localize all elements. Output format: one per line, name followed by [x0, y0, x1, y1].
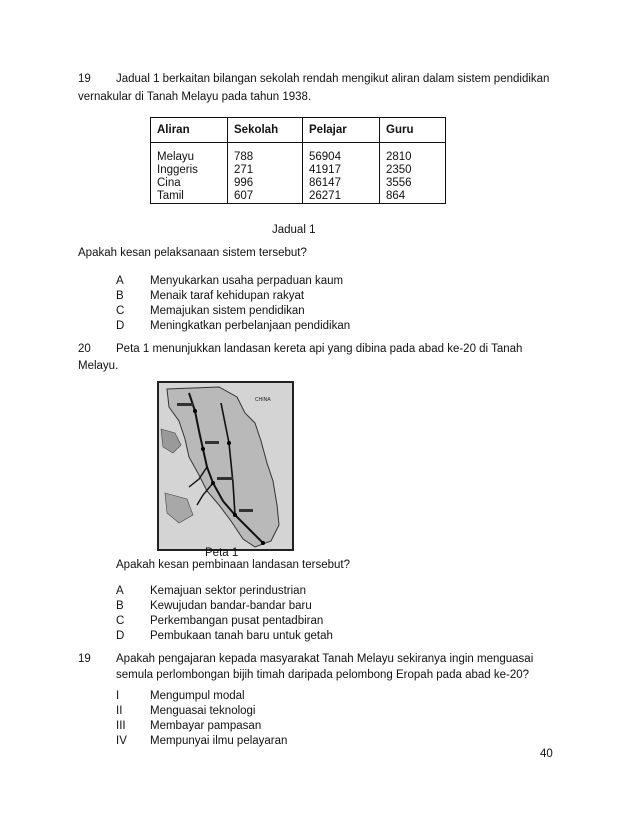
q20-line2: Melayu.	[78, 360, 119, 372]
option-text: Meningkatkan perbelanjaan pendidikan	[150, 320, 351, 332]
option-letter: D	[116, 630, 125, 642]
option-text: Menyukarkan usaha perpaduan kaum	[150, 275, 344, 287]
option	[116, 289, 350, 304]
option-letter: D	[116, 320, 125, 332]
option	[116, 599, 333, 614]
option-letter: A	[116, 275, 124, 287]
table-cell: 864	[380, 190, 446, 204]
page-number: 40	[540, 748, 553, 760]
peta-1-map	[157, 381, 294, 551]
option-text: Menguasai teknologi	[150, 705, 256, 717]
q19a-number: 19	[78, 73, 91, 85]
table-header-row	[151, 118, 446, 143]
option	[116, 304, 350, 319]
option-text: Menaik taraf kehidupan rakyat	[150, 290, 305, 302]
table-cell: Cina	[151, 177, 228, 190]
table-cell: Melayu	[151, 143, 228, 165]
option	[116, 319, 350, 334]
q19a-line1	[78, 70, 549, 88]
option-text: Pembukaan tanah baru untuk getah	[150, 630, 333, 642]
table-cell: 86147	[303, 177, 380, 190]
table-header: Sekolah	[228, 118, 303, 143]
table-row	[151, 143, 446, 165]
q19a-question: Apakah kesan pelaksanaan sistem tersebut?	[78, 247, 307, 259]
map-label: CHINA	[255, 397, 271, 403]
q20-text-1: Peta 1 menunjukkan landasan kereta api yang dibina pada abad ke-20 di Tanah	[116, 343, 523, 355]
option-text: Mempunyai ilmu pelayaran	[150, 735, 288, 747]
option	[116, 274, 350, 289]
table-cell: 56904	[303, 143, 380, 165]
table-caption: Jadual 1	[272, 224, 316, 236]
table-header: Aliran	[151, 118, 228, 143]
option-letter: B	[116, 600, 124, 612]
q19a-line2: vernakular di Tanah Melayu pada tahun 1938.	[78, 91, 312, 103]
option	[116, 734, 287, 749]
table-header: Guru	[380, 118, 446, 143]
q20-options	[116, 584, 333, 644]
map-caption: Peta 1	[205, 547, 239, 559]
table-cell: 41917	[303, 164, 380, 177]
option-text: Perkembangan pusat pentadbiran	[150, 615, 324, 627]
option	[116, 704, 287, 719]
q19a-text-1: Jadual 1 berkaitan bilangan sekolah rendah mengikut aliran dalam sistem pendidikan	[116, 73, 550, 85]
q20-line1	[78, 340, 522, 358]
option-letter: A	[116, 585, 124, 597]
option	[116, 719, 287, 734]
option	[116, 614, 333, 629]
option-letter: C	[116, 305, 125, 317]
option-letter: II	[116, 705, 123, 717]
table-row	[151, 177, 446, 190]
option	[116, 689, 287, 704]
q19b-text-1: Apakah pengajaran kepada masyarakat Tanah Melayu sekiranya ingin menguasai	[116, 653, 534, 665]
map-image	[159, 383, 292, 549]
table-cell: 996	[228, 177, 303, 190]
table-cell: 271	[228, 164, 303, 177]
option	[116, 584, 333, 599]
q19a-options	[116, 274, 350, 334]
option	[116, 629, 333, 644]
option-text: Memajukan sistem pendidikan	[150, 305, 305, 317]
q19b-options	[116, 689, 287, 749]
table-cell: 788	[228, 143, 303, 165]
table-cell: Inggeris	[151, 164, 228, 177]
option-letter: III	[116, 720, 126, 732]
option-text: Membayar pampasan	[150, 720, 262, 732]
table-cell: 2350	[380, 164, 446, 177]
q19b-number: 19	[78, 653, 91, 665]
q19b-line2: semula perlombongan bijih timah daripada pelombong Eropah pada abad ke-20?	[116, 669, 530, 681]
table-cell: 607	[228, 190, 303, 204]
table-header: Pelajar	[303, 118, 380, 143]
table-cell: Tamil	[151, 190, 228, 204]
table-row	[151, 190, 446, 204]
table-cell: 2810	[380, 143, 446, 165]
q20-number: 20	[78, 343, 91, 355]
option-text: Kemajuan sektor perindustrian	[150, 585, 306, 597]
option-letter: I	[116, 690, 120, 702]
option-letter: C	[116, 615, 125, 627]
option-text: Mengumpul modal	[150, 690, 245, 702]
option-text: Kewujudan bandar-bandar baru	[150, 600, 312, 612]
option-letter: IV	[116, 735, 127, 747]
jadual-1-table	[150, 117, 446, 204]
q20-question: Apakah kesan pembinaan landasan tersebut?	[116, 559, 351, 571]
table-cell: 3556	[380, 177, 446, 190]
table-cell: 26271	[303, 190, 380, 204]
option-letter: B	[116, 290, 124, 302]
table-row	[151, 164, 446, 177]
